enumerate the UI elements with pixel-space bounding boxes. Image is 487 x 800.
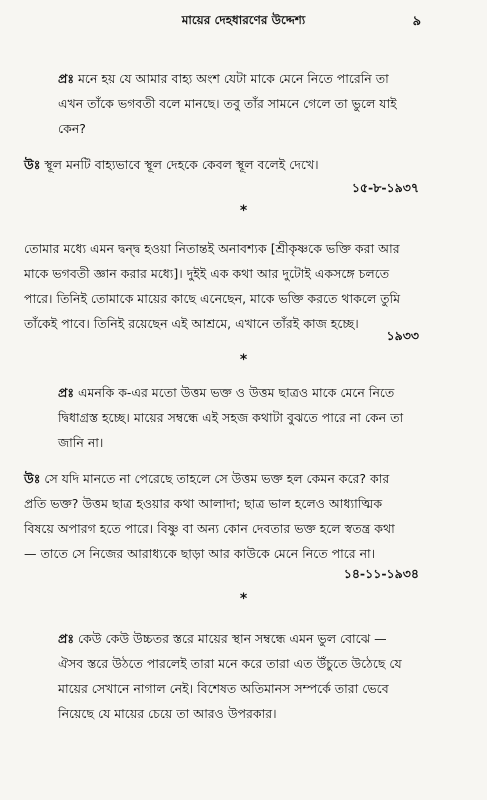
line-text: মনে হয় যে আমার বাহ্য অংশ যেটা মাকে মেনে নিতে পারেনি তা [77,71,389,86]
line-text: এমনকি ক-এর মতো উত্তম ভক্ত ও উত্তম ছাত্রও মাকে মেনে নিতে [77,385,395,400]
paragraph-line: ঐসব স্তরে উঠতে পারলেই তারা মনে করে তারা এত উঁচুতে উঠেছে যে [58,656,402,671]
paragraph-line: প্রতি ভক্ত? উত্তম ছাত্র হওয়ার কথা আলাদা; ছাত্র ভাল হলেও আধ্যাত্মিক [24,496,383,511]
line-text: কেউ কেউ উচ্চতর স্তরে মায়ের স্থান সম্বন্ধে এমন ভুল বোঝে — [77,631,387,646]
page-header [0,12,487,34]
paragraph-line: তাঁকেই পাবে। তিনিই রয়েছেন এই আশ্রমে, এখানে তাঁরই কাজ হচ্ছে। [24,316,359,331]
section-separator: * [239,203,248,219]
question-label: প্রঃ [58,631,74,646]
question-paragraph [58,380,403,455]
paragraph-line [58,66,397,91]
answer-paragraph [24,466,395,566]
line-text: সে যদি মানতে না পেরেছে তাহলে সে উত্তম ভক্ত হল কেমন করে? কার [44,471,390,486]
statement-paragraph [24,236,400,336]
paragraph-line: মাকে ভগবতী জ্ঞান করার মধ্যে]। দুইই এক কথা আর দুটোই একসঙ্গে চলতে [24,266,390,281]
date-line: ১৯৩৩ [386,328,419,343]
paragraph-line: জানি না। [58,435,104,450]
paragraph-line: বিষয়ে অপারগ হতে পারে। বিষ্ণু বা অন্য কোন দেবতার ভক্ত হলে স্বতন্ত্র কথা [24,521,395,536]
answer-paragraph [24,152,319,177]
paragraph-line: — তাতে সে নিজের আরাধ্যকে ছাড়া আর কাউকে মেনে নিতে পারে না। [24,546,376,561]
chapter-title: মায়ের দেহধারণের উদ্দেশ্য [181,13,306,27]
question-paragraph [58,66,397,141]
paragraph-line [24,466,395,491]
paragraph-line: কেন? [58,121,86,136]
page-number: ৯ [412,14,421,29]
paragraph-line: তোমার মধ্যে এমন দ্বন্দ্ব হওয়া নিতান্তই অনাবশ্যক [শ্রীকৃষ্ণকে ভক্তি করা আর [24,241,400,256]
section-separator: * [239,591,248,607]
paragraph-line: এখন তাঁকে ভগবতী বলে মানছে। তবু তাঁর সামনে গেলে তা ভুলে যাই [58,96,397,111]
paragraph-line: পারে। তিনিই তোমাকে মায়ের কাছে এনেছেন, মাকে ভক্তি করতে থাকলে তুমি [24,291,401,306]
paragraph-line [58,626,402,651]
question-label: প্রঃ [58,71,74,86]
paragraph-line [58,380,403,405]
line-text: স্থূল মনটি বাহ্যভাবে স্থূল দেহকে কেবল স্থূল বলেই দেখে। [44,157,319,172]
paragraph-line: নিয়েছে যে মায়ের চেয়ে তা আরও উপরকার। [58,706,277,721]
section-separator: * [239,352,248,368]
date-line: ১৫-৮-১৯৩৭ [351,180,419,195]
paragraph-line: মায়ের সেখানে নাগাল নেই। বিশেষত অতিমানস সম্পর্কে তারা ভেবে [58,681,389,696]
date-line: ১৪-১১-১৯৩৪ [343,566,419,581]
question-paragraph [58,626,402,726]
paragraph-line [24,152,319,177]
answer-label: উঃ [24,157,41,172]
answer-label: উঃ [24,471,41,486]
paragraph-line: দ্বিধাগ্রস্ত হচ্ছে। মায়ের সম্বন্ধে এই সহজ কথাটা বুঝতে পারে না কেন তা [58,410,404,425]
question-label: প্রঃ [58,385,74,400]
